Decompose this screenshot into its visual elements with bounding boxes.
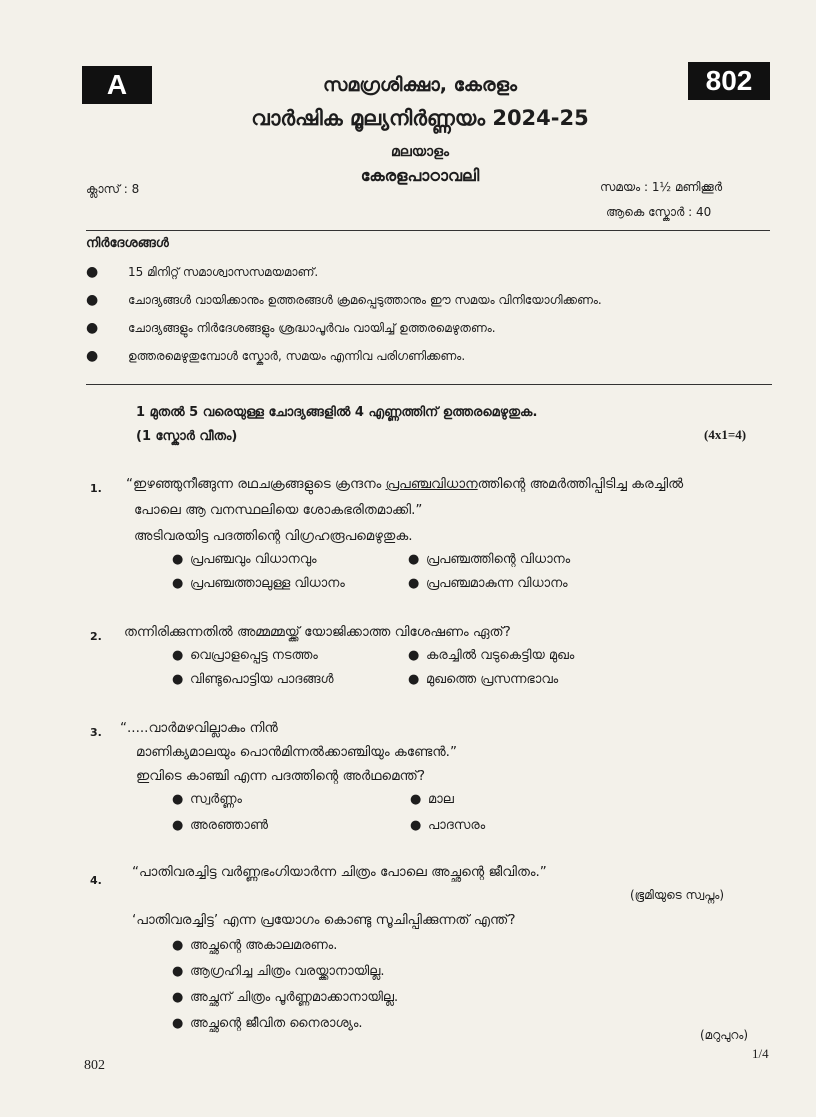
option-text: മാല	[428, 792, 454, 807]
quote-part: “ഇഴഞ്ഞുനീങ്ങുന്ന രഥചക്രങ്ങളുടെ ക്രന്ദനം	[126, 476, 386, 492]
exam-title: വാർഷിക മൂല്യനിർണ്ണയം 2024-25	[251, 106, 589, 130]
question-number: 4.	[90, 874, 102, 887]
turn-over-label: (മറുപുറം)	[700, 1028, 749, 1042]
bullet-icon: ●	[172, 648, 184, 663]
question-quote-line2: മാണിക്യമാലയും പൊൻമിന്നൽക്കാഞ്ചിയും കണ്ടേൻ.”	[136, 744, 457, 760]
option-text: അരഞ്ഞാൺ	[190, 818, 269, 833]
question-quote-line2: പോലെ ആ വനസ്ഥലിയെ ശോകഭരിതമാക്കി.”	[134, 502, 423, 518]
question-number: 2.	[90, 630, 102, 643]
bullet-icon: ●	[408, 552, 420, 567]
footer-paper-code: 802	[84, 1058, 105, 1073]
bullet-icon: ●	[86, 292, 99, 308]
question-prompt: ‘പാതിവരച്ചിട്ട’ എന്ന പ്രയോഗം കൊണ്ടു സൂചിപ്പിക്കുന്നത് എന്ത്?	[132, 912, 516, 928]
bullet-icon: ●	[410, 818, 422, 833]
instruction-item	[86, 292, 602, 308]
paper-title: കേരളപാഠാവലി	[360, 166, 480, 185]
section-per-score: (1 സ്കോർ വീതം)	[136, 429, 238, 444]
header-divider	[86, 230, 770, 231]
bullet-icon: ●	[172, 818, 184, 833]
section-instruction: 1 മുതൽ 5 വരെയുള്ള ചോദ്യങ്ങളിൽ 4 എണ്ണത്തിന് ഉത്തരമെഴുതുക.	[136, 405, 538, 420]
option	[172, 552, 317, 567]
bullet-icon: ●	[86, 264, 99, 280]
bullet-icon: ●	[410, 792, 422, 807]
option-text: പ്രപഞ്ചത്താലുള്ള വിധാനം	[190, 576, 345, 591]
paper-code-badge: 802	[688, 62, 770, 100]
question-prompt: അടിവരയിട്ട പദത്തിന്റെ വിഗ്രഹരൂപമെഴുതുക.	[134, 528, 413, 544]
option-text: പ്രപഞ്ചത്തിന്റെ വിധാനം	[426, 552, 571, 567]
option-text: അച്ഛന്റെ ജീവിത നൈരാശ്യം.	[190, 1016, 363, 1031]
option-text: സ്വർണ്ണം	[190, 792, 242, 807]
option	[410, 792, 454, 807]
set-badge: A	[82, 66, 152, 104]
instruction-item	[86, 348, 465, 364]
organization-title: സമഗ്രശിക്ഷാ, കേരളം	[322, 74, 518, 96]
question-quote: “.....വാർമഴവില്ലാകും നിൻ	[120, 720, 278, 736]
option-text: ആഗ്രഹിച്ച ചിത്രം വരയ്ക്കാനായില്ല.	[190, 964, 385, 979]
option	[172, 576, 345, 591]
question-quote	[126, 476, 683, 492]
page-number: 1/4	[752, 1046, 769, 1061]
option	[172, 672, 334, 687]
option	[172, 648, 318, 663]
question-prompt: ഇവിടെ കാഞ്ചി എന്ന പദത്തിന്റെ അർഥമെന്ത്?	[136, 768, 426, 784]
class-label: ക്ലാസ് : 8	[86, 182, 140, 196]
bullet-icon: ●	[408, 576, 420, 591]
option	[408, 576, 568, 591]
question-number: 3.	[90, 726, 102, 739]
option-text: കരച്ചിൽ വടുകെട്ടിയ മുഖം	[426, 648, 575, 663]
bullet-icon: ●	[86, 348, 99, 364]
question-quote: “പാതിവരച്ചിട്ട വർണ്ണഭംഗിയാർന്ന ചിത്രം പോലെ അച്ഛന്റെ ജീവിതം.”	[132, 864, 547, 880]
bullet-icon: ●	[172, 990, 184, 1005]
bullet-icon: ●	[172, 576, 184, 591]
option-text: പ്രപഞ്ചവും വിധാനവും	[190, 552, 317, 567]
bullet-icon: ●	[408, 648, 420, 663]
bullet-icon: ●	[172, 938, 184, 953]
quote-part: ത്തിന്റെ അമർത്തിപ്പിടിച്ച കരച്ചിൽ	[477, 476, 684, 492]
option	[172, 938, 337, 953]
instruction-text: ചോദ്യങ്ങളും നിർദേശങ്ങളും ശ്രദ്ധാപൂർവം വായിച്ച് ഉത്തരമെഴുതണം.	[128, 320, 496, 335]
bullet-icon: ●	[172, 964, 184, 979]
question-source: (ഭൂമിയുടെ സ്വപ്നം)	[630, 888, 725, 902]
option	[408, 672, 558, 687]
option	[172, 792, 242, 807]
option-text: പ്രപഞ്ചമാകുന്ന വിധാനം	[426, 576, 568, 591]
instructions-divider	[86, 384, 772, 385]
bullet-icon: ●	[172, 792, 184, 807]
option	[172, 1016, 363, 1031]
option	[172, 964, 384, 979]
bullet-icon: ●	[408, 672, 420, 687]
question-prompt: തന്നിരിക്കുന്നതിൽ അമ്മമ്മയ്ക്ക് യോജിക്കാത്ത വിശേഷണം ഏത്?	[124, 624, 511, 640]
instructions-title: നിർദേശങ്ങൾ	[86, 236, 169, 251]
option-text: അച്ഛന്റെ അകാലമരണം.	[190, 938, 338, 953]
question-number: 1.	[90, 482, 102, 495]
option	[408, 648, 574, 663]
bullet-icon: ●	[172, 552, 184, 567]
total-score-label: ആകെ സ്കോർ : 40	[606, 205, 712, 219]
option	[410, 818, 485, 833]
option	[172, 990, 398, 1005]
option-text: മുഖത്തെ പ്രസന്നഭാവം	[426, 672, 559, 687]
subject-title: മലയാളം	[390, 144, 450, 160]
option-text: വിണ്ടുപൊട്ടിയ പാദങ്ങൾ	[190, 672, 334, 687]
instruction-item	[86, 320, 496, 336]
instruction-text: ഉത്തരമെഴുതുമ്പോൾ സ്കോർ, സമയം എന്നിവ പരിഗണിക്കണം.	[128, 348, 466, 363]
underlined-word: പ്രപഞ്ചവിധാന	[385, 476, 478, 492]
instruction-item	[86, 264, 318, 280]
bullet-icon: ●	[86, 320, 99, 336]
bullet-icon: ●	[172, 1016, 184, 1031]
instruction-text: ചോദ്യങ്ങൾ വായിക്കാനും ഉത്തരങ്ങൾ ക്രമപ്പെടുത്താനും ഈ സമയം വിനിയോഗിക്കണം.	[128, 292, 602, 307]
option	[172, 818, 268, 833]
option	[408, 552, 570, 567]
option-text: വെപ്രാളപ്പെട്ട നടത്തം	[190, 648, 318, 663]
time-label: സമയം : 1½ മണിക്കൂർ	[600, 180, 723, 194]
instruction-text: 15 മിനിറ്റ് സമാശ്വാസസമയമാണ്.	[128, 264, 319, 279]
section-marks: (4x1=4)	[704, 427, 747, 442]
bullet-icon: ●	[172, 672, 184, 687]
option-text: അച്ഛന് ചിത്രം പൂർണ്ണമാക്കാനായില്ല.	[190, 990, 399, 1005]
option-text: പാദസരം	[428, 818, 486, 833]
